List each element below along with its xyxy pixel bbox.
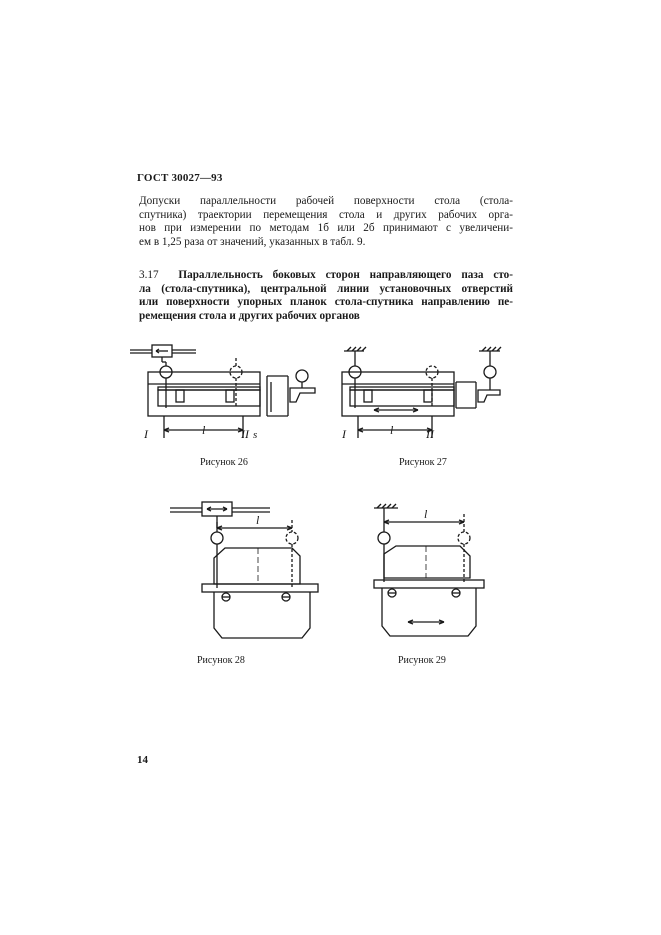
section-title-line: Параллельность боковых сторон направляющего паза сто- [178, 269, 513, 281]
figure-26-caption: Рисунок 26 [200, 457, 248, 468]
figure-26 [130, 342, 320, 452]
paragraph-line: спутника) траектории перемещения стола и других рабочих орга- [139, 208, 513, 221]
section-number: 3.17 [139, 269, 159, 281]
figure-27-label-left: I [342, 427, 346, 441]
figure-26-label-left: I [144, 427, 148, 441]
document-code: ГОСТ 30027—93 [137, 172, 223, 184]
page-number: 14 [137, 754, 148, 766]
section-3-17 [139, 269, 513, 323]
figure-28-drawing [170, 496, 330, 646]
figure-29-label-length: l [424, 507, 428, 521]
section-title-line: ла (стола-спутника), центральной линии установочных отверстий [139, 282, 513, 295]
figure-27-label-right: II [426, 427, 434, 441]
section-line [139, 269, 513, 283]
figure-27-label-length: l [390, 423, 394, 437]
paragraph-line: Допуски параллельности рабочей поверхности стола (стола- [139, 195, 513, 207]
figure-27 [338, 342, 523, 452]
figure-28 [170, 496, 330, 646]
figure-27-caption: Рисунок 27 [399, 457, 447, 468]
figure-29-caption: Рисунок 29 [398, 655, 446, 666]
figure-26-drawing [130, 342, 320, 452]
section-title-line: или поверхности упорных планок стола-спутника направлению пе- [139, 296, 513, 309]
figure-28-label-length: l [256, 513, 260, 527]
figure-27-drawing [338, 342, 523, 452]
section-title-line: ремещения стола и других рабочих органов [139, 309, 360, 322]
figure-26-label-right: II [241, 427, 249, 441]
figure-28-caption: Рисунок 28 [197, 655, 245, 666]
figure-26-label-length: l [202, 423, 206, 437]
paragraph-line: ем в 1,25 раза от значений, указанных в табл. 9. [139, 235, 366, 248]
paragraph-line: нов при измерении по методам 1б или 2б принимают с увеличени- [139, 222, 513, 235]
figure-29 [368, 496, 528, 646]
figure-29-drawing [368, 496, 528, 646]
figure-26-label-extra: s [253, 429, 258, 441]
tolerance-paragraph [139, 195, 513, 249]
